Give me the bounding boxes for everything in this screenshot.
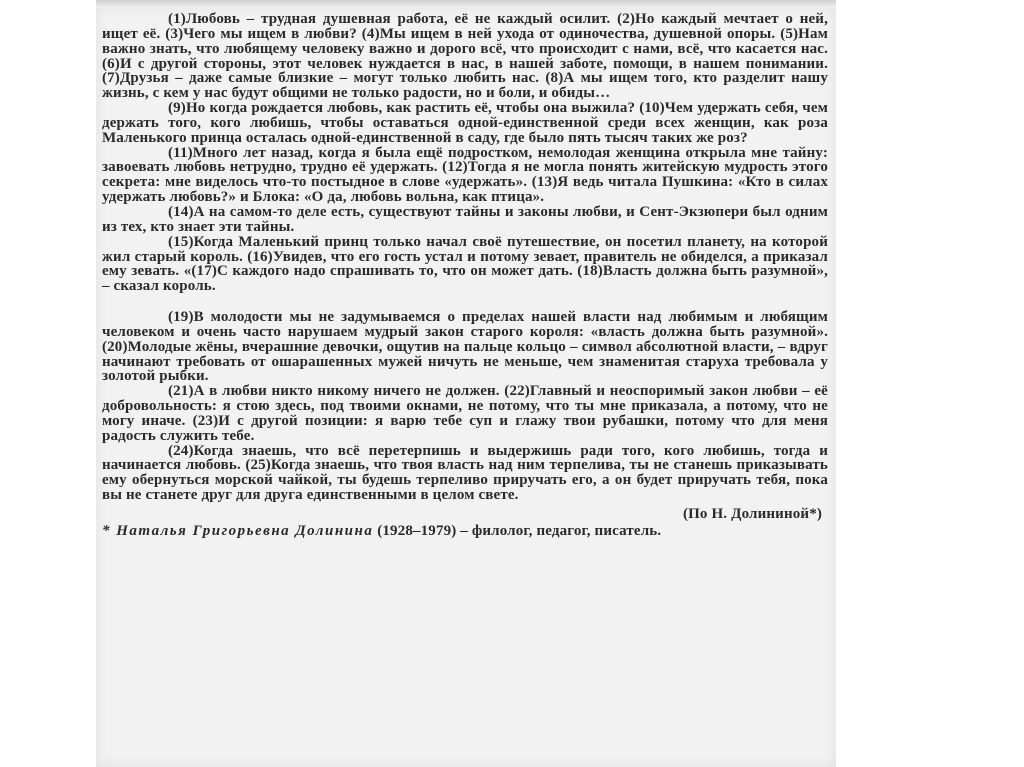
paragraph-gap <box>102 294 828 310</box>
source-attribution: (По Н. Долининой*) <box>682 506 822 522</box>
scan-top-edge <box>96 0 836 8</box>
paragraph-4: (14)А на самом-то деле есть, существуют тайны и законы любви, и Сент-Экзюпери был одним из тех, кто знает эти тайны. <box>102 203 828 235</box>
paragraph-8: (24)Когда знаешь, что всё перетерпишь и выдержишь ради того, кого любишь, тогда и начинается любовь. (25)Когда знаешь, что твоя власть над ним терпелива, ты не станешь приказывать ему обернуться морской чайкой, ты будешь терпеливо приручать его, а он будет приручать тебя, пока вы не станете друг для друга единственными в целом свете. <box>102 442 828 504</box>
paragraph-2: (9)Но когда рождается любовь, как растить её, чтобы она выжила? (10)Чем удержать себя, чем держать того, кого любишь, чтобы оставаться одной-единственной среди всех женщин, как роза Маленького принца осталась одной-единственной в саду, где было пять тысяч таких же роз? <box>102 100 828 146</box>
paragraph-5: (15)Когда Маленький принц только начал своё путешествие, он посетил планету, на которой жил старый король. (16)Увидев, что его гость устал и потому зевает, правитель не обиделся, а приказал ему зевать. «(17)С каждого надо спрашивать то, что он может дать. (18)Власть должна быть разумной», – сказал король. <box>102 233 828 295</box>
paragraph-7: (21)А в любви никто никому ничего не должен. (22)Главный и неоспоримый закон любви – её добровольность: я стою здесь, под твоими окнами, не потому, что ты мне приказала, а потому, что не могу иначе. (23)И с другой позиции: я варю тебе суп и глажу твои рубашки, потому что для меня радость служить тебе. <box>102 383 828 444</box>
author-footnote <box>102 524 828 539</box>
document-text <box>102 12 828 539</box>
footnote-details: (1928–1979) – филолог, педагог, писатель. <box>373 522 662 539</box>
paragraph-3: (11)Много лет назад, когда я была ещё подростком, немолодая женщина открыла мне тайну: завоевать любовь нетрудно, трудно её удержать. (12)Тогда я не могла понять житейскую мудрость этого секрета: мне виделось что-то постыдное в слове «удержать». (13)Я ведь читала Пушкина: «Кто в силах удержать любовь?» и Блока: «О да, любовь вольна, как птица». <box>102 144 828 206</box>
paragraph-1: (1)Любовь – трудная душевная работа, её не каждый осилит. (2)Но каждый мечтает о ней, ищет её. (3)Чего мы ищем в любви? (4)Мы ищем в ней ухода от одиночества, душевной опоры. (5)Нам важно знать, что любящему человеку важно и дорого всё, что происходит с нами, всё, что касается нас. (6)И с другой стороны, этот человек нуждается в нас, в нашей заботе, помощи, в нашем понимании. (7)Друзья – даже самые близкие – могут только любить нас. (8)А мы ищем того, кто разделит нашу жизнь, с кем у нас будут общими не только радости, но и боли, и обиды… <box>102 11 828 102</box>
footnote-author-name: * Наталья Григорьевна Долинина <box>102 522 374 539</box>
paragraph-6: (19)В молодости мы не задумываемся о пределах нашей власти над любимым и любящим человеком и очень часто нарушаем мудрый закон старого короля: «власть должна быть разумной». (20)Молодые жёны, вчерашние девочки, ощутив на пальце кольцо – символ абсолютной власти, – вдруг начинают требовать от ошарашенных мужей ничуть не меньше, чем знаменитая старуха требовала у золотой рыбки. <box>102 309 828 385</box>
